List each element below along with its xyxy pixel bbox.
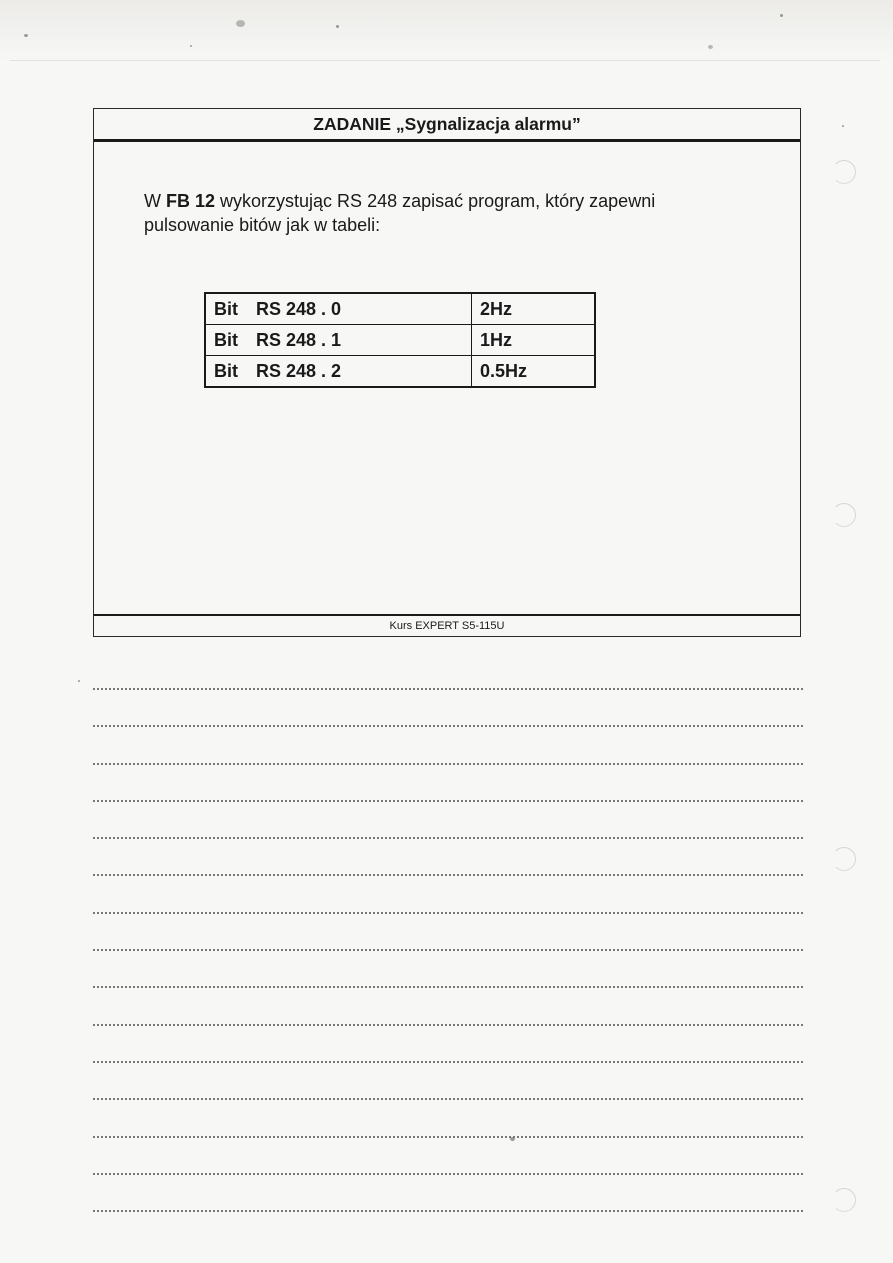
dotted-note-line[interactable] <box>93 949 803 951</box>
task-title: ZADANIE „Sygnalizacja alarmu” <box>94 109 800 142</box>
dotted-note-line[interactable] <box>93 1173 803 1175</box>
dotted-note-line[interactable] <box>93 1098 803 1100</box>
scan-speck <box>708 45 713 49</box>
bit-word: Bit <box>214 298 238 319</box>
dotted-note-line[interactable] <box>93 725 803 727</box>
dotted-note-line[interactable] <box>93 800 803 802</box>
scan-speck <box>780 14 783 17</box>
scan-speck <box>24 34 28 37</box>
punch-hole <box>832 847 856 871</box>
punch-hole <box>832 160 856 184</box>
bit-word: Bit <box>214 329 238 350</box>
bit-address-cell <box>205 325 472 356</box>
dotted-note-line[interactable] <box>93 874 803 876</box>
punch-hole <box>832 1188 856 1212</box>
frequency-cell: 2Hz <box>472 293 596 325</box>
bit-address: RS 248 . 2 <box>256 360 342 381</box>
scan-speck <box>842 125 844 127</box>
bit-address: RS 248 . 0 <box>256 298 342 319</box>
notes-lines[interactable] <box>93 688 803 1247</box>
dotted-note-line[interactable] <box>93 986 803 988</box>
dotted-note-line[interactable] <box>93 1024 803 1026</box>
dotted-note-line[interactable] <box>93 1210 803 1212</box>
dotted-note-line[interactable] <box>93 1136 803 1138</box>
bit-address-cell <box>205 293 472 325</box>
intro-prefix: W <box>144 191 166 211</box>
table-row <box>205 356 595 388</box>
bit-address: RS 248 . 1 <box>256 329 342 350</box>
function-block-label: FB 12 <box>166 191 216 211</box>
scan-edge-line <box>10 60 880 61</box>
task-description <box>144 189 744 237</box>
task-frame <box>93 108 801 637</box>
intro-text: wykorzystując RS 248 zapisać program, który zapewni pulsowanie bitów jak w tabeli: <box>144 191 656 235</box>
scan-speck <box>78 680 80 682</box>
dotted-note-line[interactable] <box>93 688 803 690</box>
punch-hole <box>832 503 856 527</box>
course-footer: Kurs EXPERT S5-115U <box>94 614 800 636</box>
frequency-cell: 1Hz <box>472 325 596 356</box>
scan-speck <box>190 45 192 47</box>
scan-speck <box>336 25 339 28</box>
frequency-cell: 0.5Hz <box>472 356 596 388</box>
scan-speck <box>236 20 245 27</box>
bit-word: Bit <box>214 360 238 381</box>
bit-address-cell <box>205 356 472 388</box>
dotted-note-line[interactable] <box>93 837 803 839</box>
dotted-note-line[interactable] <box>93 763 803 765</box>
dotted-note-line[interactable] <box>93 1061 803 1063</box>
bit-frequency-table <box>204 292 596 388</box>
dotted-note-line[interactable] <box>93 912 803 914</box>
table-row <box>205 293 595 325</box>
scan-top-edge <box>0 0 893 62</box>
table-row <box>205 325 595 356</box>
